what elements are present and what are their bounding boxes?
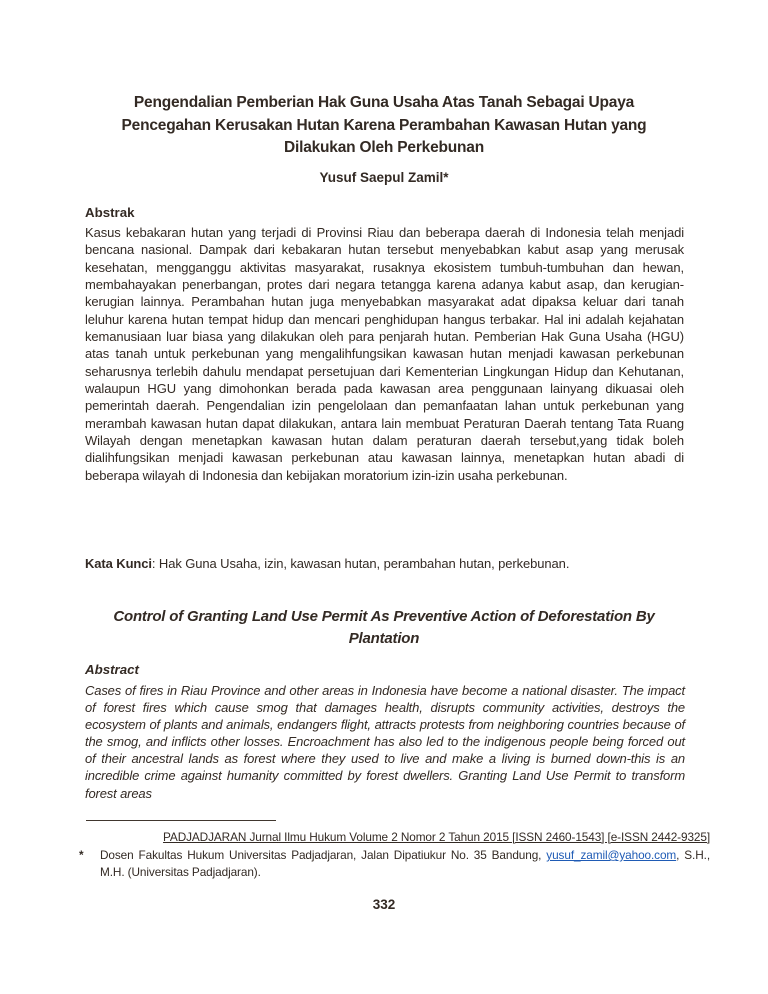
affiliation-text-post: , S.H., M.H. (Universitas Padjadjaran). xyxy=(100,848,710,879)
abstract-id-heading: Abstrak xyxy=(85,205,135,220)
abstract-id-body: Kasus kebakaran hutan yang terjadi di Provinsi Riau dan beberapa daerah di Indonesia telah menjadi bencana nasional. Dampak dari kebakaran hutan tersebut menyebabkan kabut asap yang merusak kesehatan, mengganggu aktivitas masyarakat, rusaknya ekosistem tumbuh-tumbuhan dan hewan, membahayakan penerbangan, protes dari negara tetangga karena adanya kabut asap, dan kerugian-kerugian lainnya. Perambahan hutan juga menyebabkan masyarakat adat dipaksa keluar dari tanah leluhur karena hutan tempat hidup dan mencari penghidupan hangus terbakar. Hal ini adalah kejahatan kemanusiaan luar biasa yang dilakukan oleh para penjarah hutan. Pemberian Hak Guna Usaha (HGU) atas tanah untuk perkebunan yang mengalihfungsikan kawasan hutan menjadi kawasan perkebunan seharusnya terlebih dahulu mendapat persetujuan dari Kementerian Lingkungan Hidup dan Kehutanan, walaupun HGU yang dimohonkan berada pada kawasan area penggunaan lainyang dikuasai oleh pemerintah daerah. Pengendalian izin pengelolaan dan pemanfaatan lahan untuk perkebunan yang merambah kawasan hutan dapat dilakukan, antara lain membuat Peraturan Daerah tentang Tata Ruang Wilayah dengan menetapkan kawasan hutan dalam peraturan daerah tersebut,yang tidak boleh dialihfungsikan menjadi kawasan perkebunan atau kawasan lainnya, menetapkan hutan abadi di beberapa wilayah di Indonesia dan kebijakan moratorium izin-izin usaha perkebunan. xyxy=(85,225,684,483)
footnote-separator xyxy=(86,820,276,821)
footnote-marker: * xyxy=(79,848,84,862)
english-title: Control of Granting Land Use Permit As Preventive Action of Deforestation By Plantation xyxy=(113,608,655,647)
email-link[interactable]: yusuf_zamil@yahoo.com xyxy=(546,848,677,862)
page-number: 332 xyxy=(372,897,396,912)
journal-footnote: PADJADJARAN Jurnal Ilmu Hukum Volume 2 Nomor 2 Tahun 2015 [ISSN 2460-1543] [e-ISSN 2442-9325] xyxy=(163,830,710,844)
keywords-label: Kata Kunci xyxy=(85,556,152,571)
abstract-en-heading: Abstract xyxy=(85,662,139,677)
article-title: Pengendalian Pemberian Hak Guna Usaha Atas Tanah Sebagai Upaya Pencegahan Kerusakan Hutan Karena Perambahan Kawasan Hutan yang Dilakukan Oleh Perkebunan xyxy=(121,94,647,156)
abstract-en-body: Cases of fires in Riau Province and other areas in Indonesia have become a national disaster. The impact of forest fires which cause smog that damages health, disrupts community activities, destroys the ecosystem of plants and animals, endangers flight, attracts protests from neighboring countries because of the smog, and inflicts other losses. Encroachment has also led to the indigenous people being forced out of their ancestral lands as forest where they used to live and make a living is burned down-this is an incredible crime against humanity committed by forest dwellers. Granting Land Use Permit to transform forest areas xyxy=(85,683,685,801)
author-name: Yusuf Saepul Zamil* xyxy=(319,170,449,185)
keywords-text: : Hak Guna Usaha, izin, kawasan hutan, perambahan hutan, perkebunan. xyxy=(151,556,570,571)
author-footnote xyxy=(79,847,710,880)
keywords-line xyxy=(85,556,684,571)
affiliation-text-pre: Dosen Fakultas Hukum Universitas Padjadjaran, Jalan Dipatiukur No. 35 Bandung, xyxy=(100,848,547,862)
